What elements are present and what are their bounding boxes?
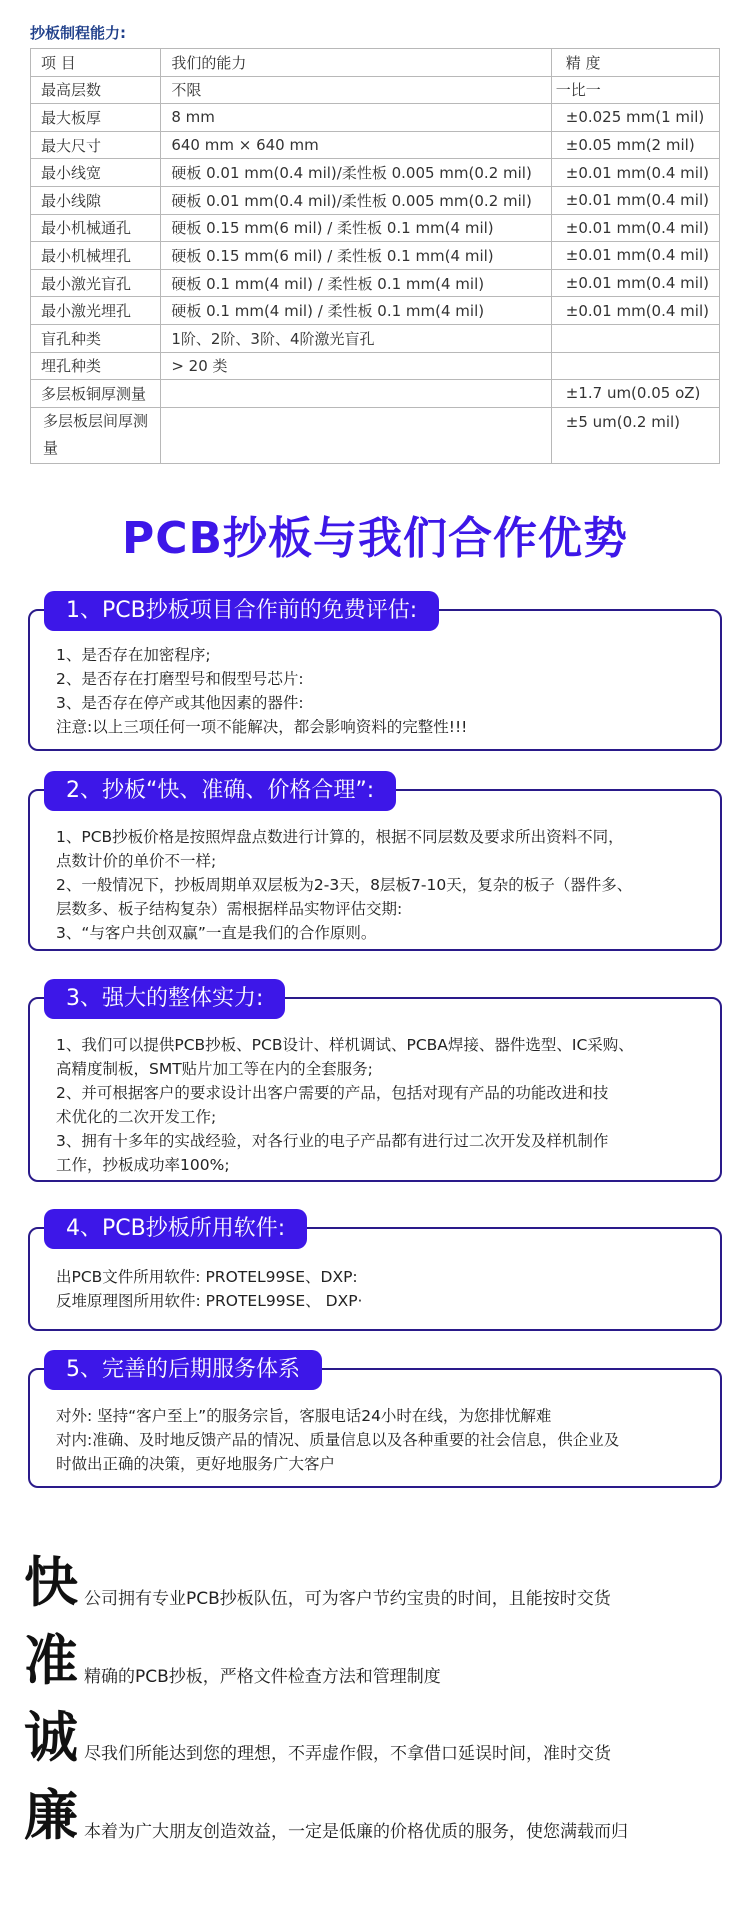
row-precision	[551, 352, 719, 380]
row-precision	[551, 324, 719, 352]
section-after-sales	[28, 1357, 722, 1488]
table-row	[31, 186, 720, 214]
section-body	[56, 1033, 704, 1177]
section-line: 点数计价的单价不一样;	[56, 852, 217, 870]
row-precision: ±0.025 mm(1 mil)	[551, 104, 719, 132]
section-line: 2、是否存在打磨型号和假型号芯片:	[56, 670, 304, 688]
header-item: 项 目	[31, 49, 161, 77]
section-line: 反堆原理图所用软件: PROTEL99SE、 DXP·	[56, 1292, 363, 1310]
section-heading: 1、PCB抄板项目合作前的免费评估:	[44, 591, 439, 631]
virtue-char: 准	[24, 1628, 78, 1692]
row-precision: ±5 um(0.2 mil)	[551, 407, 719, 463]
row-precision: ±0.05 mm(2 mil)	[551, 131, 719, 159]
row-capability: > 20 类	[161, 352, 551, 380]
table-row	[31, 352, 720, 380]
table-header-row	[31, 49, 720, 77]
row-item: 埋孔种类	[31, 352, 161, 380]
capability-title: 抄板制程能力:	[30, 24, 126, 42]
table-row	[31, 214, 720, 242]
row-precision: ±0.01 mm(0.4 mil)	[551, 297, 719, 325]
table-row	[31, 407, 720, 463]
section-line: 时做出正确的决策，更好地服务广大客户	[56, 1455, 336, 1473]
section-line: 工作，抄板成功率100%;	[56, 1156, 230, 1174]
row-capability: 硬板 0.1 mm(4 mil) / 柔性板 0.1 mm(4 mil)	[161, 269, 551, 297]
section-software	[28, 1216, 722, 1331]
section-body	[56, 643, 704, 739]
section-body	[56, 1265, 704, 1313]
row-item: 盲孔种类	[31, 324, 161, 352]
section-line: 2、一般情况下，抄板周期单双层板为2-3天，8层板7-10天，复杂的板子（器件多、	[56, 876, 633, 894]
row-capability: 1阶、2阶、3阶、4阶激光盲孔	[161, 324, 551, 352]
section-heading: 2、抄板“快、准确、价格合理”:	[44, 771, 396, 811]
table-row	[31, 159, 720, 187]
section-line: 注意:以上三项任何一项不能解决，都会影响资料的完整性!!!	[56, 718, 468, 736]
virtue-fast	[24, 1550, 734, 1620]
table-row	[31, 76, 720, 104]
section-body	[56, 1404, 704, 1476]
row-precision: ±0.01 mm(0.4 mil)	[551, 242, 719, 270]
row-item-text: 多层板层间厚测量	[43, 411, 149, 457]
table-row	[31, 324, 720, 352]
row-item: 最大尺寸	[31, 131, 161, 159]
section-line: 3、是否存在停产或其他因素的器件:	[56, 694, 304, 712]
row-capability: 硬板 0.15 mm(6 mil) / 柔性板 0.1 mm(4 mil)	[161, 214, 551, 242]
row-precision: ±1.7 um(0.05 oZ)	[551, 380, 719, 408]
advantages-title: PCB抄板与我们合作优势	[121, 513, 629, 564]
section-heading: 4、PCB抄板所用软件:	[44, 1209, 307, 1249]
row-capability: 硬板 0.01 mm(0.4 mil)/柔性板 0.005 mm(0.2 mil)	[161, 186, 551, 214]
virtue-accurate	[24, 1628, 734, 1698]
section-line: 对内:准确、及时地反馈产品的情况、质量信息以及各种重要的社会信息，供企业及	[56, 1431, 620, 1449]
section-line: 1、我们可以提供PCB抄板、PCB设计、样机调试、PCBA焊接、器件选型、IC采购、	[56, 1036, 634, 1054]
section-line: 出PCB文件所用软件: PROTEL99SE、DXP:	[56, 1268, 358, 1286]
row-capability	[161, 407, 551, 463]
virtue-char: 廉	[24, 1783, 78, 1847]
row-precision: ±0.01 mm(0.4 mil)	[551, 214, 719, 242]
table-row	[31, 242, 720, 270]
row-item: 最小机械通孔	[31, 214, 161, 242]
row-capability: 640 mm × 640 mm	[161, 131, 551, 159]
section-free-evaluation	[28, 598, 722, 751]
table-row	[31, 131, 720, 159]
table-row	[31, 380, 720, 408]
row-item: 最大板厚	[31, 104, 161, 132]
row-precision: ±0.01 mm(0.4 mil)	[551, 186, 719, 214]
header-precision: 精 度	[551, 49, 719, 77]
row-item: 最小激光埋孔	[31, 297, 161, 325]
section-body	[56, 825, 704, 945]
capability-table	[30, 48, 720, 464]
virtue-text: 本着为广大朋友创造效益，一定是低廉的价格优质的服务，使您满载而归	[84, 1822, 628, 1842]
row-precision: 一比一	[551, 76, 719, 104]
virtue-text: 尽我们所能达到您的理想，不弄虚作假，不拿借口延误时间，准时交货	[84, 1744, 611, 1764]
row-precision: ±0.01 mm(0.4 mil)	[551, 269, 719, 297]
section-line: 3、“与客户共创双赢”一直是我们的合作原则。	[56, 924, 377, 942]
row-item	[31, 407, 161, 463]
table-row	[31, 104, 720, 132]
row-item: 最小线隙	[31, 186, 161, 214]
section-line: 2、并可根据客户的要求设计出客户需要的产品，包括对现有产品的功能改进和技	[56, 1084, 609, 1102]
section-line: 术优化的二次开发工作;	[56, 1108, 217, 1126]
virtue-affordable	[24, 1783, 734, 1853]
section-line: 1、PCB抄板价格是按照焊盘点数进行计算的，根据不同层数及要求所出资料不同，	[56, 828, 624, 846]
row-capability: 不限	[161, 76, 551, 104]
row-item: 多层板铜厚测量	[31, 380, 161, 408]
section-line: 1、是否存在加密程序;	[56, 646, 211, 664]
section-line: 3、拥有十多年的实战经验，对各行业的电子产品都有进行过二次开发及样机制作	[56, 1132, 609, 1150]
virtue-text: 精确的PCB抄板，严格文件检查方法和管理制度	[84, 1667, 441, 1687]
row-item: 最小激光盲孔	[31, 269, 161, 297]
row-capability: 硬板 0.15 mm(6 mil) / 柔性板 0.1 mm(4 mil)	[161, 242, 551, 270]
table-row	[31, 297, 720, 325]
row-capability: 硬板 0.1 mm(4 mil) / 柔性板 0.1 mm(4 mil)	[161, 297, 551, 325]
row-capability: 8 mm	[161, 104, 551, 132]
virtue-char: 快	[24, 1550, 78, 1614]
row-item: 最高层数	[31, 76, 161, 104]
virtue-text: 公司拥有专业PCB抄板队伍，可为客户节约宝贵的时间，且能按时交货	[84, 1589, 611, 1609]
section-line: 对外: 坚持“客户至上”的服务宗旨，客服电话24小时在线，为您排忧解难	[56, 1407, 552, 1425]
header-capability: 我们的能力	[161, 49, 551, 77]
section-fast-accurate	[28, 778, 722, 951]
virtue-honest	[24, 1705, 734, 1775]
row-capability	[161, 380, 551, 408]
section-line: 层数多、板子结构复杂）需根据样品实物评估交期:	[56, 900, 403, 918]
row-precision: ±0.01 mm(0.4 mil)	[551, 159, 719, 187]
section-heading: 3、强大的整体实力:	[44, 979, 285, 1019]
section-heading: 5、完善的后期服务体系	[44, 1350, 322, 1390]
row-item: 最小机械埋孔	[31, 242, 161, 270]
row-item: 最小线宽	[31, 159, 161, 187]
row-capability: 硬板 0.01 mm(0.4 mil)/柔性板 0.005 mm(0.2 mil)	[161, 159, 551, 187]
section-overall-strength	[28, 986, 722, 1182]
section-line: 高精度制板，SMT贴片加工等在内的全套服务;	[56, 1060, 373, 1078]
virtue-char: 诚	[24, 1705, 78, 1769]
table-row	[31, 269, 720, 297]
